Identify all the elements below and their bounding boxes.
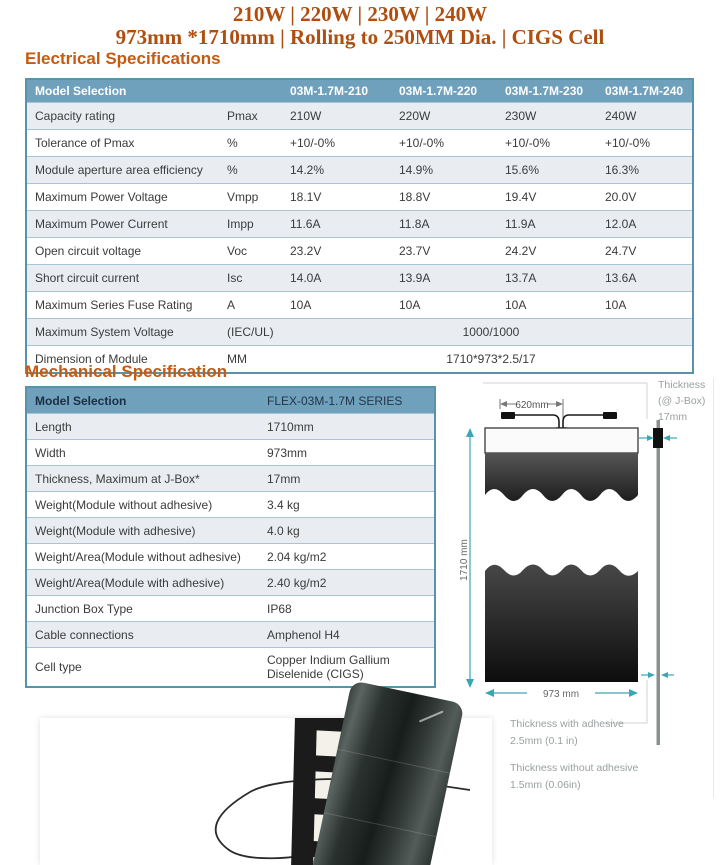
roll-seam [337,749,450,774]
table-row [27,291,692,318]
cell-value: 3.4 kg [267,497,300,512]
panel-body-lower [485,565,638,683]
row-unit: MM [227,352,247,366]
cell-value: 20.0V [605,190,637,204]
row-label: Cell type [35,660,82,674]
row-unit: % [227,136,238,150]
table-row [27,595,434,621]
table-row [27,491,434,517]
table-row [27,237,692,264]
table-row [27,102,692,129]
thickness-without-adhesive-label: Thickness without adhesive [510,762,639,774]
page-edge-line [713,378,714,798]
cell-value: 2.04 kg/m2 [267,549,327,564]
page-subtitle: 973mm *1710mm | Rolling to 250MM Dia. | CIGS Cell [115,25,605,49]
arrow-left-icon [485,689,494,697]
cell-value: 24.2V [505,244,537,258]
table-row [27,183,692,210]
cell-value: 14.9% [399,163,434,177]
cell-value: 220W [399,109,431,123]
table-row [27,413,434,439]
cell-value: 19.4V [505,190,537,204]
cell-value: 230W [505,109,537,123]
row-unit: Voc [227,244,248,258]
mechanical-spec-table [25,386,436,688]
column-header: Model Selection [35,84,127,98]
panel-top-strip [485,428,638,453]
row-label: Weight/Area(Module with adhesive) [35,575,225,590]
cable-connector-right [603,412,617,419]
mechanical-section-heading: Mechanical Specification [25,362,228,381]
cell-value: 11.9A [505,217,536,231]
cell-value: 10A [505,298,527,312]
cell-value: 4.0 kg [267,523,300,538]
cell-value: 2.40 kg/m2 [267,575,327,590]
cell-value: 11.8A [399,217,430,231]
table-row [27,156,692,183]
cell-value: IP68 [267,601,292,616]
table-row [27,569,434,595]
row-label: Short circuit current [35,271,140,285]
column-header: 03M-1.7M-220 [399,84,478,98]
thickness-with-adhesive-value: 2.5mm (0.1 in) [510,735,578,747]
column-header: 03M-1.7M-230 [505,84,584,98]
page-title: 210W | 220W | 230W | 240W [232,2,488,26]
cell-value: 13.7A [505,271,537,285]
roll-seam [324,812,437,837]
jbox-thickness-label: Thickness [658,379,706,391]
electrical-spec-table [25,78,694,374]
row-unit: (IEC/UL) [227,325,274,339]
arrow-down-icon [466,679,474,688]
width-label: 973 mm [542,689,580,700]
cell-value: 23.2V [290,244,322,258]
arrow-left-icon [500,401,507,407]
cell-value: 11.6A [290,217,321,231]
cell-value: +10/-0% [290,136,336,150]
cell-value: 17mm [267,471,301,486]
cell-value: 1710*973*2.5/17 [446,352,536,366]
cell-value: Amphenol H4 [267,627,340,642]
cell-value: +10/-0% [505,136,551,150]
arrow-left-icon [663,435,670,441]
cell-value: 240W [605,109,637,123]
table-row [27,210,692,237]
jbox-thickness-label: (@ J-Box) [658,395,706,407]
table-row [27,465,434,491]
row-label: Maximum Series Fuse Rating [35,298,193,312]
cable-connector-left [501,412,515,419]
column-header: 03M-1.7M-240 [605,84,684,98]
panel-body-upper [485,453,638,501]
cell-value: 13.9A [399,271,431,285]
row-label: Tolerance of Pmax [35,136,135,150]
arrow-right-icon [556,401,563,407]
table-row [27,517,434,543]
cell-value: 24.7V [605,244,637,258]
row-label: Dimension of Module [35,352,148,366]
cell-value: 18.1V [290,190,322,204]
cell-value: 1710mm [267,419,314,434]
table-row [27,264,692,291]
table-row [27,543,434,569]
cell-value: Copper Indium Gallium Diselenide (CIGS) [267,653,390,681]
cable-width-label: 620mm [515,400,549,411]
column-header: Model Selection [35,393,127,408]
thickness-with-adhesive-label: Thickness with adhesive [510,718,624,730]
panel-side-view [657,420,661,745]
table-row [27,621,434,647]
row-label: Cable connections [35,627,134,642]
row-unit: Vmpp [227,190,259,204]
arrow-left-icon [661,672,668,678]
cell-value: 16.3% [605,163,640,177]
row-label: Width [35,445,66,460]
cell-value: 14.0A [290,271,322,285]
row-label: Maximum Power Current [35,217,168,231]
row-label: Weight(Module without adhesive) [35,497,213,512]
thickness-without-adhesive-value: 1.5mm (0.06in) [510,779,581,791]
cell-value: +10/-0% [399,136,445,150]
jbox-thickness-label: 17mm [658,411,688,423]
table-row [27,129,692,156]
row-label: Maximum Power Voltage [35,190,168,204]
column-header: 03M-1.7M-210 [290,84,369,98]
table-header-row [27,80,692,102]
cell-value: 10A [399,298,421,312]
row-label: Weight/Area(Module without adhesive) [35,549,241,564]
table-row [27,647,434,686]
cell-value: 210W [290,109,322,123]
table-header-row [27,388,434,413]
roll-highlight [419,710,444,722]
cell-value: +10/-0% [605,136,651,150]
arrow-right-icon [648,672,655,678]
row-label: Length [35,419,72,434]
row-label: Maximum System Voltage [35,325,174,339]
thickness-leader-line [605,680,647,723]
cell-value: 10A [290,298,312,312]
panel-back-edge-bar [291,718,317,865]
row-label: Junction Box Type [35,601,133,616]
row-unit: Isc [227,271,243,285]
arrow-right-icon [647,435,654,441]
row-unit: % [227,163,238,177]
table-row [27,318,692,345]
arrow-right-icon [629,689,638,697]
row-unit: Pmax [227,109,258,123]
cell-value: 1000/1000 [462,325,520,339]
cell-value: 18.8V [399,190,431,204]
cell-value: 12.0A [605,217,637,231]
row-label: Module aperture area efficiency [35,163,203,177]
row-unit: A [227,298,236,312]
column-header: FLEX-03M-1.7M SERIES [267,393,403,408]
cell-value: 13.6A [605,271,637,285]
cell-value: 15.6% [505,163,540,177]
row-label: Open circuit voltage [35,244,142,258]
cell-value: 973mm [267,445,308,460]
row-label: Capacity rating [35,109,116,123]
jbox-side-view [653,428,663,448]
table-row [27,439,434,465]
arrow-up-icon [466,428,474,437]
length-label: 1710 mm [459,539,470,581]
module-dimension-diagram [455,375,720,803]
row-label: Thickness, Maximum at J-Box* [35,471,200,486]
row-label: Weight(Module with adhesive) [35,523,196,538]
cell-value: 23.7V [399,244,431,258]
cell-value: 10A [605,298,627,312]
electrical-section-heading: Electrical Specifications [25,49,221,68]
cell-value: 14.2% [290,163,325,177]
row-unit: Impp [227,217,254,231]
